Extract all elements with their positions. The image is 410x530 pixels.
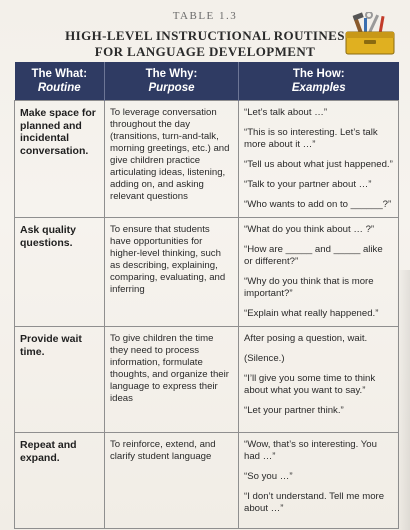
page-edge-shadow [396, 270, 410, 530]
example-item: “I’ll give you some time to think about what you want to say.” [244, 373, 376, 396]
toolbox-icon [342, 12, 398, 56]
example-item: “Let’s talk about …” [244, 107, 328, 118]
purpose-cell: To give children the time they need to process information, formulate thoughts, and organize their language to express their ideas [105, 327, 239, 433]
example-item: “Wow, that’s so interesting. You had …” [244, 439, 377, 462]
header-why: The Why: Purpose [105, 62, 239, 101]
examples-cell [239, 327, 399, 433]
routine-cell: Provide wait time. [15, 327, 105, 433]
example-item: “Who wants to add on to ______?” [244, 199, 392, 210]
table-row [15, 327, 399, 433]
header-how: The How: Examples [239, 62, 399, 101]
example-item: “This is so interesting. Let’s talk more about it …” [244, 127, 378, 150]
title-line-2: FOR LANGUAGE DEVELOPMENT [94, 44, 316, 59]
title-line-1: HIGH-LEVEL INSTRUCTIONAL ROUTINES [65, 28, 345, 43]
example-item: “Explain what really happened.” [244, 308, 379, 319]
purpose-cell: To reinforce, extend, and clarify student language [105, 433, 239, 529]
example-item: “Talk to your partner about …” [244, 179, 372, 190]
purpose-cell: To leverage conversation throughout the day (transitions, turn-and-talk, morning greetings, etc.) and give children practice articulating ideas, listening, adding on, and asking relevant questions [105, 101, 239, 218]
header-what: The What: Routine [15, 62, 105, 101]
example-item: “So you …” [244, 471, 293, 482]
table-row [15, 218, 399, 327]
examples-cell [239, 433, 399, 529]
table-row [15, 101, 399, 218]
routines-table [14, 62, 399, 529]
examples-cell [239, 218, 399, 327]
example-item: “Tell us about what just happened.” [244, 159, 393, 170]
table-row [15, 433, 399, 529]
example-item: After posing a question, wait. [244, 333, 368, 344]
example-item: “Why do you think that is more important?” [244, 276, 374, 299]
example-item: “How are _____ and _____ alike or different?” [244, 244, 383, 267]
routine-cell: Repeat and expand. [15, 433, 105, 529]
purpose-cell: To ensure that students have opportunities for higher-level thinking, such as describing, explaining, comparing, evaluating, and inferring [105, 218, 239, 327]
table-title [40, 28, 370, 60]
example-item: “Let your partner think.” [244, 405, 344, 416]
examples-cell [239, 101, 399, 218]
example-item: “What do you think about … ?” [244, 224, 375, 235]
example-item: (Silence.) [244, 353, 285, 364]
routine-cell: Make space for planned and incidental conversation. [15, 101, 105, 218]
table-number: TABLE 1.3 [172, 10, 238, 22]
header-row [15, 62, 399, 101]
routine-cell: Ask quality questions. [15, 218, 105, 327]
example-item: “I don’t understand. Tell me more about …” [244, 491, 385, 514]
